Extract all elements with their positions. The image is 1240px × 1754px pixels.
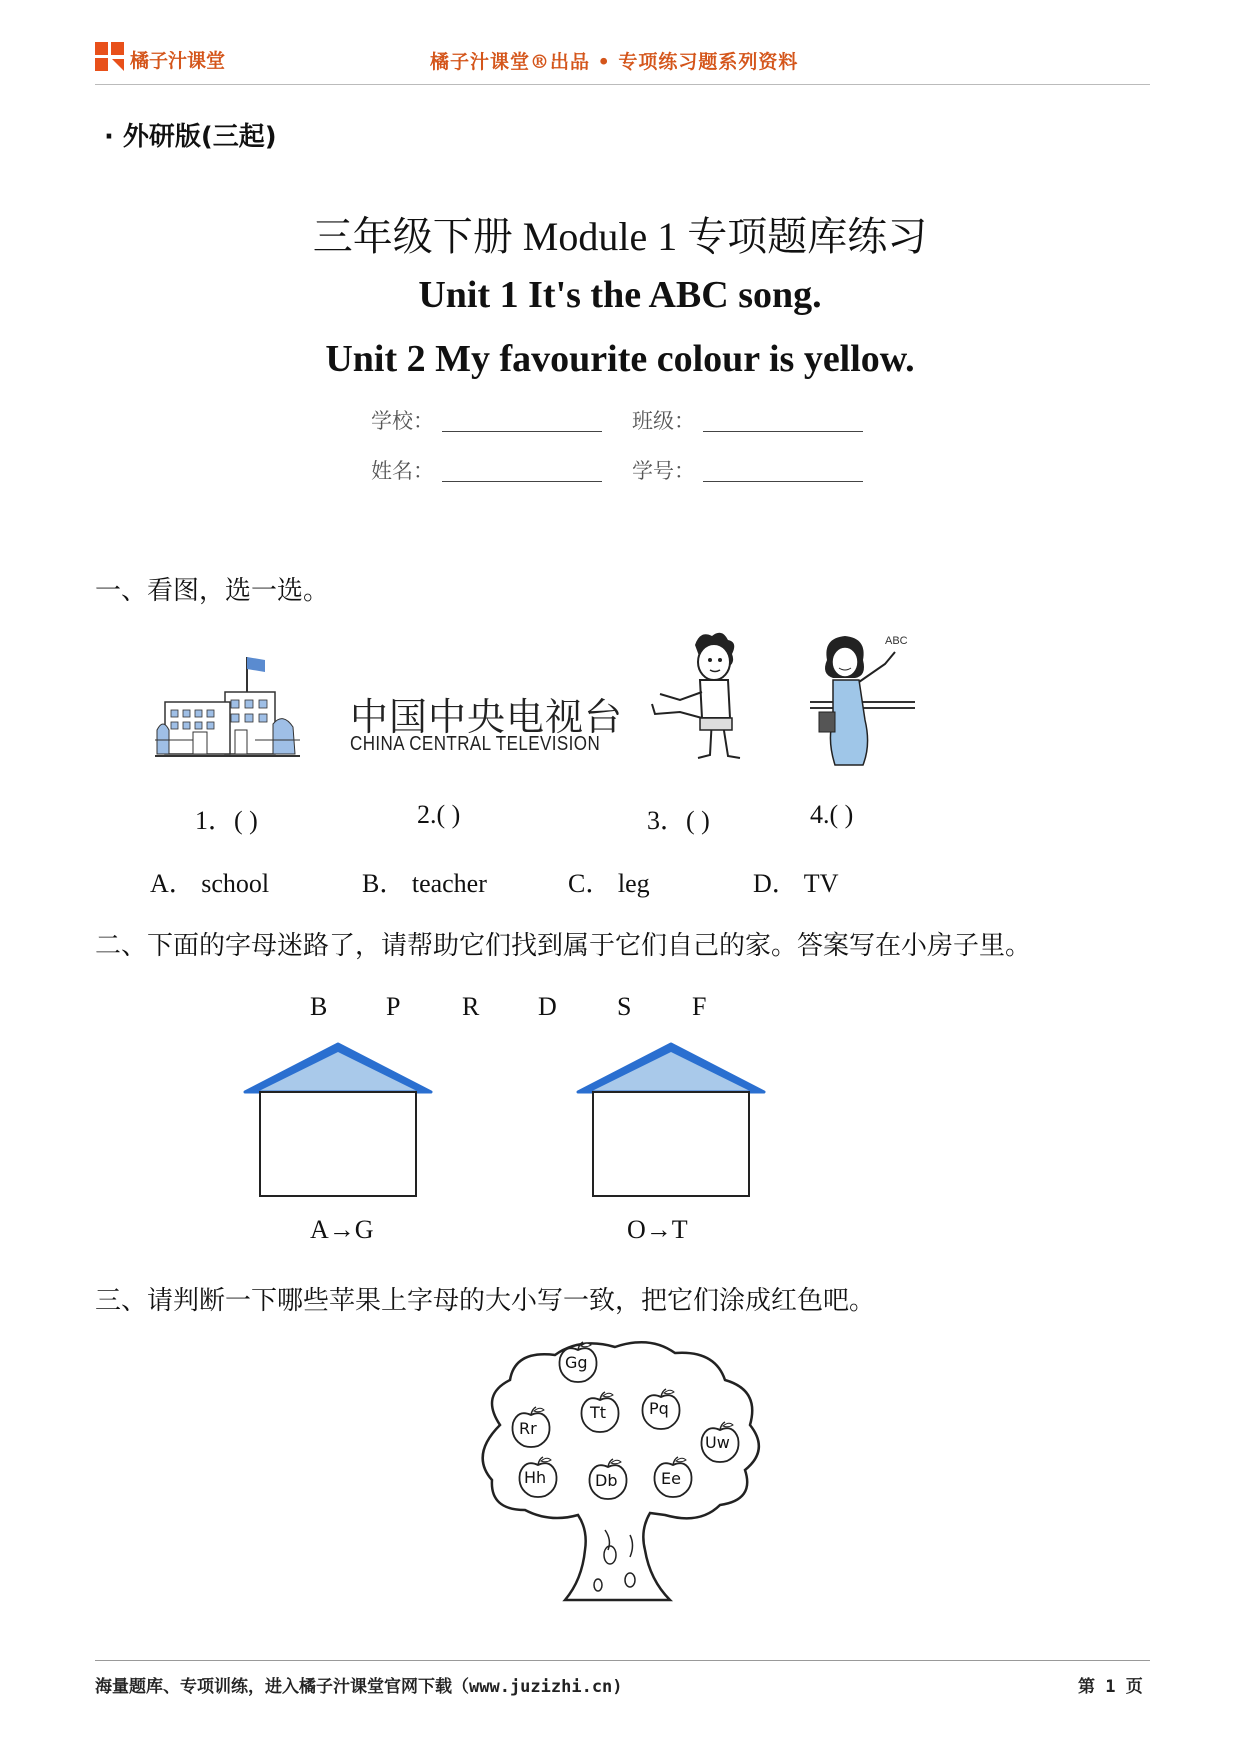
q1-blank-1[interactable]: 1．( ) xyxy=(195,806,258,835)
q2-title: 二、下面的字母迷路了，请帮助它们找到属于它们自己的家。答案写在小房子里。 xyxy=(95,931,1032,961)
apple-label-pq: Pq xyxy=(649,1399,669,1418)
q3-title: 三、请判断一下哪些苹果上字母的大小写一致，把它们涂成红色吧。 xyxy=(95,1286,876,1316)
brand-logo xyxy=(95,42,125,72)
q2-letter-r: R xyxy=(462,992,480,1021)
edition-label: · 外研版(三起) xyxy=(104,122,277,152)
school-label: 学校： xyxy=(371,409,434,433)
school-building-icon xyxy=(155,652,300,762)
class-blank[interactable] xyxy=(703,430,863,432)
apple-rr[interactable] xyxy=(508,1405,554,1449)
q2-letter-s: S xyxy=(617,992,632,1021)
header-title: 橘子汁课堂®出品 • 专项练习题系列资料 xyxy=(430,51,799,73)
apple-pq[interactable] xyxy=(638,1387,684,1431)
cctv-logo-en: CHINA CENTRAL TELEVISION xyxy=(350,733,601,755)
apple-label-gg: Gg xyxy=(565,1353,588,1372)
name-label: 姓名： xyxy=(371,459,434,483)
apple-hh[interactable] xyxy=(515,1455,561,1499)
apple-label-uw: Uw xyxy=(705,1433,730,1452)
school-field[interactable] xyxy=(371,405,602,435)
id-field[interactable] xyxy=(632,455,863,485)
q1-title: 一、看图，选一选。 xyxy=(95,576,330,606)
class-label: 班级： xyxy=(632,409,695,433)
apple-db[interactable] xyxy=(585,1457,631,1501)
footer-divider xyxy=(95,1660,1150,1661)
header-divider xyxy=(95,84,1150,85)
q2-letter-f: F xyxy=(692,992,707,1021)
house-icon xyxy=(243,1040,433,1200)
apple-uw[interactable] xyxy=(697,1420,743,1464)
apple-label-db: Db xyxy=(595,1471,618,1490)
q1-option-c: C． leg xyxy=(568,869,650,898)
page-title: 三年级下册 Module 1 专项题库练习 xyxy=(312,214,928,259)
q1-option-b: B． teacher xyxy=(362,869,487,898)
q1-blank-3[interactable]: 3．( ) xyxy=(647,806,710,835)
apple-gg[interactable] xyxy=(555,1340,601,1384)
q2-letter-d: D xyxy=(538,992,557,1021)
id-blank[interactable] xyxy=(703,480,863,482)
unit2-title: Unit 2 My favourite colour is yellow. xyxy=(325,338,915,380)
house-label-o-t: O→T xyxy=(627,1215,688,1244)
school-image xyxy=(155,652,300,762)
apple-tree xyxy=(470,1335,770,1605)
name-field[interactable] xyxy=(371,455,602,485)
q1-option-a: A． school xyxy=(150,869,270,898)
teacher-board-text: ABC xyxy=(885,635,908,647)
boy-leg-image xyxy=(640,630,755,770)
house-a-g[interactable] xyxy=(243,1040,433,1200)
name-blank[interactable] xyxy=(442,480,602,482)
apple-tt[interactable] xyxy=(577,1390,623,1434)
cctv-logo-cn: 中国中央电视台 xyxy=(350,695,624,739)
q1-option-d: D． TV xyxy=(753,869,839,898)
apple-label-hh: Hh xyxy=(524,1468,547,1487)
unit1-title: Unit 1 It's the ABC song. xyxy=(418,274,822,316)
class-field[interactable] xyxy=(632,405,863,435)
q2-letter-b: B xyxy=(310,992,328,1021)
apple-ee[interactable] xyxy=(650,1455,696,1499)
teacher-image xyxy=(805,630,920,770)
apple-label-rr: Rr xyxy=(519,1419,537,1438)
q1-blank-2[interactable]: 2.( ) xyxy=(417,800,461,829)
apple-label-tt: Tt xyxy=(590,1403,607,1422)
logo-text: 橘子汁课堂 xyxy=(130,50,226,72)
apple-label-ee: Ee xyxy=(661,1469,681,1488)
school-blank[interactable] xyxy=(442,430,602,432)
house-label-a-g: A→G xyxy=(310,1215,374,1244)
id-label: 学号： xyxy=(632,459,695,483)
boy-leg-icon xyxy=(640,630,755,770)
q2-letter-p: P xyxy=(386,992,401,1021)
logo-icon xyxy=(95,42,125,72)
teacher-icon xyxy=(805,630,920,770)
footer-text: 海量题库、专项训练，进入橘子汁课堂官网下载（www.juzizhi.cn) xyxy=(95,1677,623,1697)
page-number: 第 1 页 xyxy=(1078,1677,1143,1697)
q1-blank-4[interactable]: 4.( ) xyxy=(810,800,854,829)
house-o-t[interactable] xyxy=(576,1040,766,1200)
house-icon xyxy=(576,1040,766,1200)
